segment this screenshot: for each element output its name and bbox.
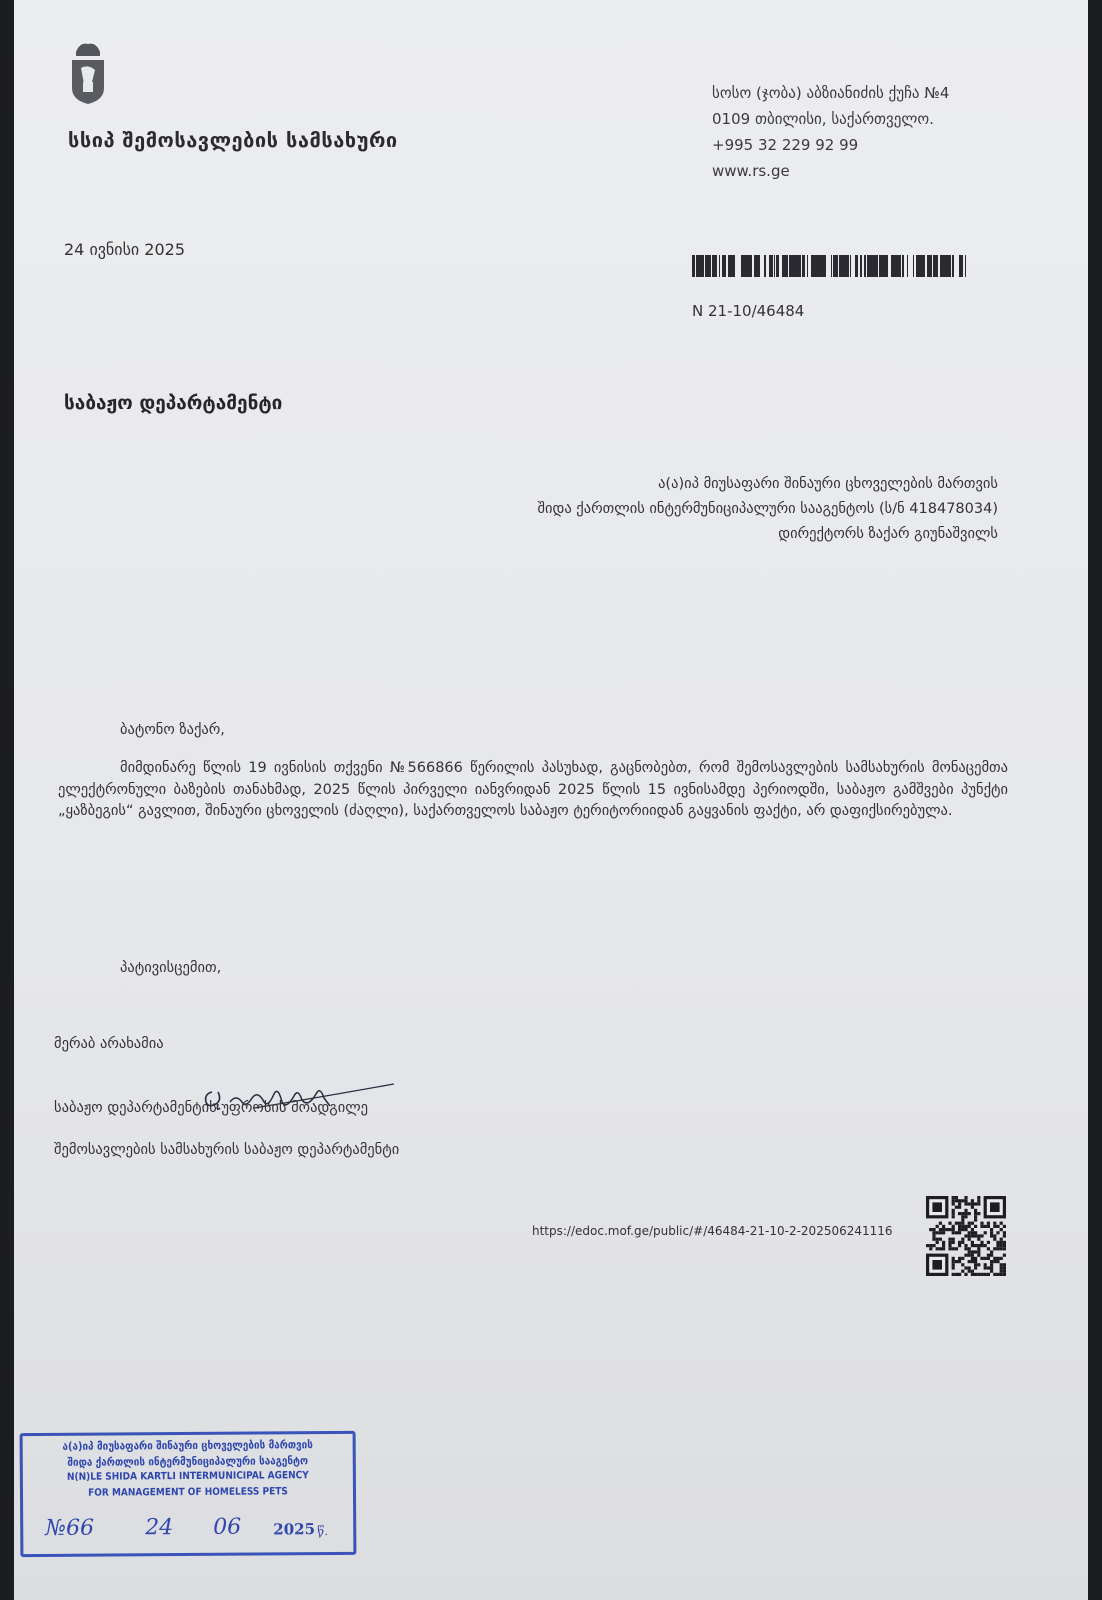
address-line-2: 0109 თბილისი, საქართველო. [712, 110, 934, 128]
stamp-line-1: ა(ა)იპ მიუსაფარი შინაური ცხოველების მართვის [62, 1438, 313, 1453]
recipient-line-2: შიდა ქართლის ინტერმუნიციპალური სააგენტოს (ს/ნ 418478034) [537, 501, 998, 517]
stamp-line-4: FOR MANAGEMENT OF HOMELESS PETS [88, 1486, 288, 1499]
recipient-line-1: ა(ა)იპ მიუსაფარი შინაური ცხოველების მართვის [658, 476, 998, 492]
closing: პატივისცემით, [120, 960, 222, 976]
stamp-year-suffix: წ. [317, 1524, 329, 1539]
letter-date: 24 ივნისი 2025 [64, 240, 186, 259]
signer-title: საბაჟო დეპარტამენტის უფროსის მოადგილე [54, 1100, 369, 1116]
stamp-month: 06 [213, 1514, 242, 1540]
stamp-number: №66 [45, 1515, 95, 1541]
organization-name: სსიპ შემოსავლების სამსახური [68, 128, 398, 152]
stamp-line-2: შიდა ქართლის ინტერმუნიციპალური სააგენტო [67, 1454, 309, 1469]
letter-body: მიმდინარე წლის 19 ივნისის თქვენი №566866 წერილის პასუხად, გაცნობებთ, რომ შემოსავლების სამსახურის მონაცემთა ელექტრონული ბაზების თანახმად, 2025 წლის პირველი იანვრიდან 2025 წლის 15 ივნისამდე პერიოდში, საბაჟო გამშვები პუნქტი „ყაზბეგის“ გავლით, შინაური ცხოველის (ძაღლი), საქართველოს საბაჟო ტერიტორიიდან გაყვანის ფაქტი, არ დაფიქსირებულა. [58, 760, 1008, 819]
qr-code-icon [926, 1196, 1006, 1276]
address-line-1: სოსო (ჯობა) აბზიანიძის ქუჩა №4 [712, 84, 950, 102]
salutation: ბატონო ზაქარ, [120, 722, 225, 738]
phone-number: +995 32 229 92 99 [712, 136, 859, 154]
stamp-registration-row [29, 1514, 347, 1546]
website: www.rs.ge [712, 162, 790, 180]
document-number: N 21-10/46484 [692, 302, 805, 320]
recipient-line-3: დირექტორს ზაქარ გიუნაშვილს [778, 526, 998, 542]
letter-page [14, 0, 1088, 1600]
department-heading: საბაჟო დეპარტამენტი [64, 392, 283, 414]
organization-stamp [20, 1431, 357, 1557]
signer-name: მერაბ არახამია [54, 1036, 164, 1052]
signer-department: შემოსავლების სამსახურის საბაჟო დეპარტამენტი [54, 1142, 400, 1158]
coat-of-arms-icon [68, 38, 108, 106]
stamp-line-3: N(N)LE SHIDA KARTLI INTERMUNICIPAL AGENCY [66, 1470, 309, 1483]
verification-url: https://edoc.mof.ge/public/#/46484-21-10-2-202506241116 [532, 1224, 893, 1238]
stamp-year: 2025 [273, 1520, 316, 1539]
barcode-icon [692, 255, 966, 277]
stamp-day: 24 [145, 1515, 174, 1541]
